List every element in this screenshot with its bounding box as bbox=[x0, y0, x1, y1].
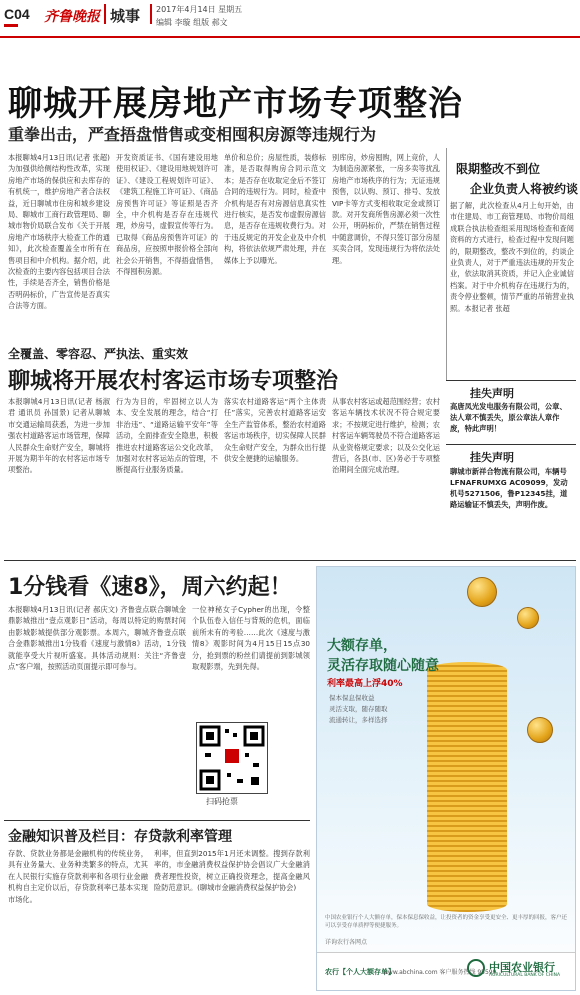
bank-logo-icon bbox=[467, 959, 485, 977]
ad-bullet: 流通转让，多样选择 bbox=[329, 716, 388, 724]
ad-fine-print: 中国农业银行个人大额存单，保本保息保收益，让投资者的资金享受更安全、更丰厚的回报，客户还可以享受存单质押等便捷服务。 bbox=[325, 915, 568, 929]
bank-name-en: AGRICULTURAL BANK OF CHINA bbox=[489, 973, 561, 978]
article1-col4: 别库房，炒房囤购，网上竞价，人为制造房源紧张，一房多卖等扰乱房地产市场秩序的行为；无证违规预售，以认购、预订、排号、发放VIP卡等方式变相收取定金或预订款。对开发商所售房源必须一次性公开，明码标价，严禁在销售过程中随意调价，不得只签订部分房屋买卖合同，发现违规行为将依法处理。 bbox=[332, 153, 440, 265]
bank-advertisement[interactable] bbox=[316, 566, 576, 991]
notice2-title: 挂失声明 bbox=[470, 451, 514, 464]
bank-name: 中国农业银行 bbox=[489, 961, 555, 974]
ad-rate: 利率最高上浮40% bbox=[327, 679, 403, 689]
article3-headline: 1分钱看《速8》，周六约起！ bbox=[8, 575, 292, 600]
ad-title-2: 灵活存取随心随意 bbox=[327, 658, 439, 674]
article2-col3: 落实农村道路客运“两个主体责任”落实，完善农村道路客运安全生产监管体系，整治农村道路客运市场秩序，切实保障人民群众生命财产安全，为群众出行提供安全便捷的运输服务。 bbox=[224, 397, 326, 464]
article2-col4: 从事农村客运或超范围经营；农村客运车辆技术状况不符合规定要求；不按规定进行维护，检测；农村客运车辆驾驶员不符合道路客运从业资格规定要求；以及公交化运营后，各县(市、区)务必于专项整治期间全面完成治理。 bbox=[332, 397, 440, 475]
sidebar-text: 据了解，此次检查从4月上旬开始，由市住建局、市工商管理局、市物价局组成联合执法检查组采用现场检查和查阅资料的方式进行，检查过程中发现问题的，限期整改，整改不到位的，约谈企业负责人，对于严重违法违规的开发企业，依法取消其资质，并记入企业诚信档案。对于中介机构存在违规行为的，责令停业整顿，情节严重的吊销营业执照。本报记者 张超 bbox=[450, 201, 574, 313]
editors-line: 编辑 李璇 组版 郝文 bbox=[156, 18, 228, 27]
ad-url: 详询农行各网点 bbox=[325, 939, 368, 946]
article4-col2: 利率，但直到2015年1月还未调整。搜到存款利率的，市金融消费权益保护协会倡议广大金融消费者理性投资，树立正确投资理念，提高金融风险防范意识。(聊城市金融消费权益保护协会) bbox=[154, 849, 310, 893]
article4-headline: 金融知识普及栏目：存贷款利率管理 bbox=[8, 829, 232, 845]
ad-bullet: 灵活支取，随存随取 bbox=[329, 705, 388, 713]
divider-rule bbox=[446, 380, 576, 381]
article1-col1: 本报聊城4月13日讯(记者 张超) 为加强供给侧结构性改革，实现房地产市场的保供应和去库存的有机统一，维护房地产者合法权益，近日聊城市住房和城乡建设局、聊城市工商行政管理局、聊城市物价局联合发布《关于开展房地产市场秩序大检查工作的通知》，此次检查覆盖全市所有在售项目和中介机构。据介绍，此次检查的主要内容包括项目合法性，手续是否齐全，销售价格是否明码标价，广告宣传是否真实合法等方面。 bbox=[8, 153, 110, 311]
page-number: C04 bbox=[4, 6, 30, 22]
article1-col3: 单价和总价；房屋性质，装修标准，是否取得购房合同示范文本；是否存在收取定金后不签订合同的违规行为。同时，检查中介机构是否有对房源信息真实性进行核实，是否发布虚假房源信息，是否存在违规收费行为。对于违反规定的开发企业及中介机构，将依法依规严肃处理，并在媒体上予以曝光。 bbox=[224, 153, 326, 265]
sidebar-title-2: 企业负责人将被约谈 bbox=[470, 182, 579, 196]
divider-rule bbox=[446, 444, 576, 445]
article1-col2: 开发资质证书、《国有建设用地使用权证》、《建设用地规划许可证》、《建设工程规划许可证》、《建筑工程施工许可证》、《商品房预售许可证》等证照是否齐全，中介机构是否存在违规代理，炒房号，虚假宣传等行为。已取得《商品房预售许可证》的商品房，应按照申报价格全部向社会公开销售，不得捂盘惜售，不得囤积房源。 bbox=[116, 153, 218, 277]
coin-icon bbox=[527, 717, 553, 743]
coin-icon bbox=[517, 607, 539, 629]
qr-label: 扫码抢票 bbox=[206, 797, 238, 806]
qr-code[interactable] bbox=[196, 722, 268, 794]
notice2-body: 聊城市新祥合物流有限公司，车辆号LFNAFRUMXG AC09099，发动机号5271506，鲁P12345挂，道路运输证不慎丢失，声明作废。 bbox=[450, 467, 568, 509]
article1-headline: 聊城开展房地产市场专项整治 bbox=[8, 84, 463, 124]
coin-icon bbox=[467, 577, 497, 607]
article2-headline: 聊城将开展农村客运市场专项整治 bbox=[8, 369, 339, 394]
ad-website: www.abchina.com 客户服务热线 95599 bbox=[383, 969, 497, 976]
article3-col1: 本报聊城4月13日讯(记者 郝庆文) 齐鲁壹点联合聊城金鼎影城推出“壹点观影日”活动，每周以特定的购票时间由影城影城提供部分观影票。本周六，聊城齐鲁壹点联合金鼎影城推出1分钱看《速度与激情8》活动，1分钱就能享受大片视听盛宴。具体活动规则：关注“齐鲁壹点”客户端，按照活动页面提示即可参与。 bbox=[8, 605, 186, 672]
divider-bar bbox=[104, 4, 106, 24]
article3-col2: 一位神秘女子Cypher的出现，令整个队伍卷入信任与背叛的危机，面临前所未有的考验……此次《速度与激情8》观影时间为4月15日15点30分，抢到票的粉丝们请提前到影城领取观影票，先到先得。 bbox=[192, 605, 310, 672]
coin-stack-illustration bbox=[427, 662, 507, 912]
sidebar-title: 限期整改不到位 bbox=[456, 162, 541, 176]
section-name: 城事 bbox=[110, 7, 141, 25]
article2-subhead: 全覆盖、零容忍、严执法、重实效 bbox=[8, 347, 189, 361]
newspaper-brand: 齐鲁晚报 bbox=[44, 9, 100, 25]
divider-bar bbox=[150, 4, 152, 24]
article4-col1: 存款、贷款业务都是金融机构的传统业务，具有业务量大、业务种类繁多的特点，尤其在人民银行实施存贷款利率和各项行业金融机构自主定价以后，存贷款利率已基本实现市场化。 bbox=[8, 849, 148, 904]
page-number-underline bbox=[4, 24, 18, 27]
notice1-body: 高唐凤光发电服务有限公司，公章、法人章不慎丢失，原公章法人章作废，特此声明！ bbox=[450, 402, 567, 433]
article1-subhead: 重拳出击，严查捂盘惜售或变相囤积房源等违规行为 bbox=[8, 125, 377, 144]
notice1-title: 挂失声明 bbox=[470, 387, 514, 400]
ad-bullet: 保本保息保收益 bbox=[329, 694, 375, 702]
section-divider bbox=[4, 820, 310, 821]
article2-col1: 本报聊城4月13日讯(记者 杨淑君 通讯员 孙国景) 记者从聊城市交通运输局获悉，为进一步加强农村道路客运市场管理，保障人民群众生命财产安全，聊城将开展为期半年的农村客运市场专项整治。 bbox=[8, 397, 110, 475]
ad-title: 大额存单， bbox=[327, 638, 397, 654]
issue-date: 2017年4月14日 星期五 bbox=[156, 5, 243, 14]
section-divider bbox=[4, 560, 576, 561]
ad-product: 农行【个人大额存单】 bbox=[325, 968, 395, 976]
article2-col2: 行为为目的，牢固树立以人为本、安全发展的理念，结合“打非治违”、“道路运输平安年”等活动，全面排查安全隐患，积极推进农村道路客运公交化改革，加强对农村客运站点的管理，不断提高行业服务质量。 bbox=[116, 397, 218, 475]
